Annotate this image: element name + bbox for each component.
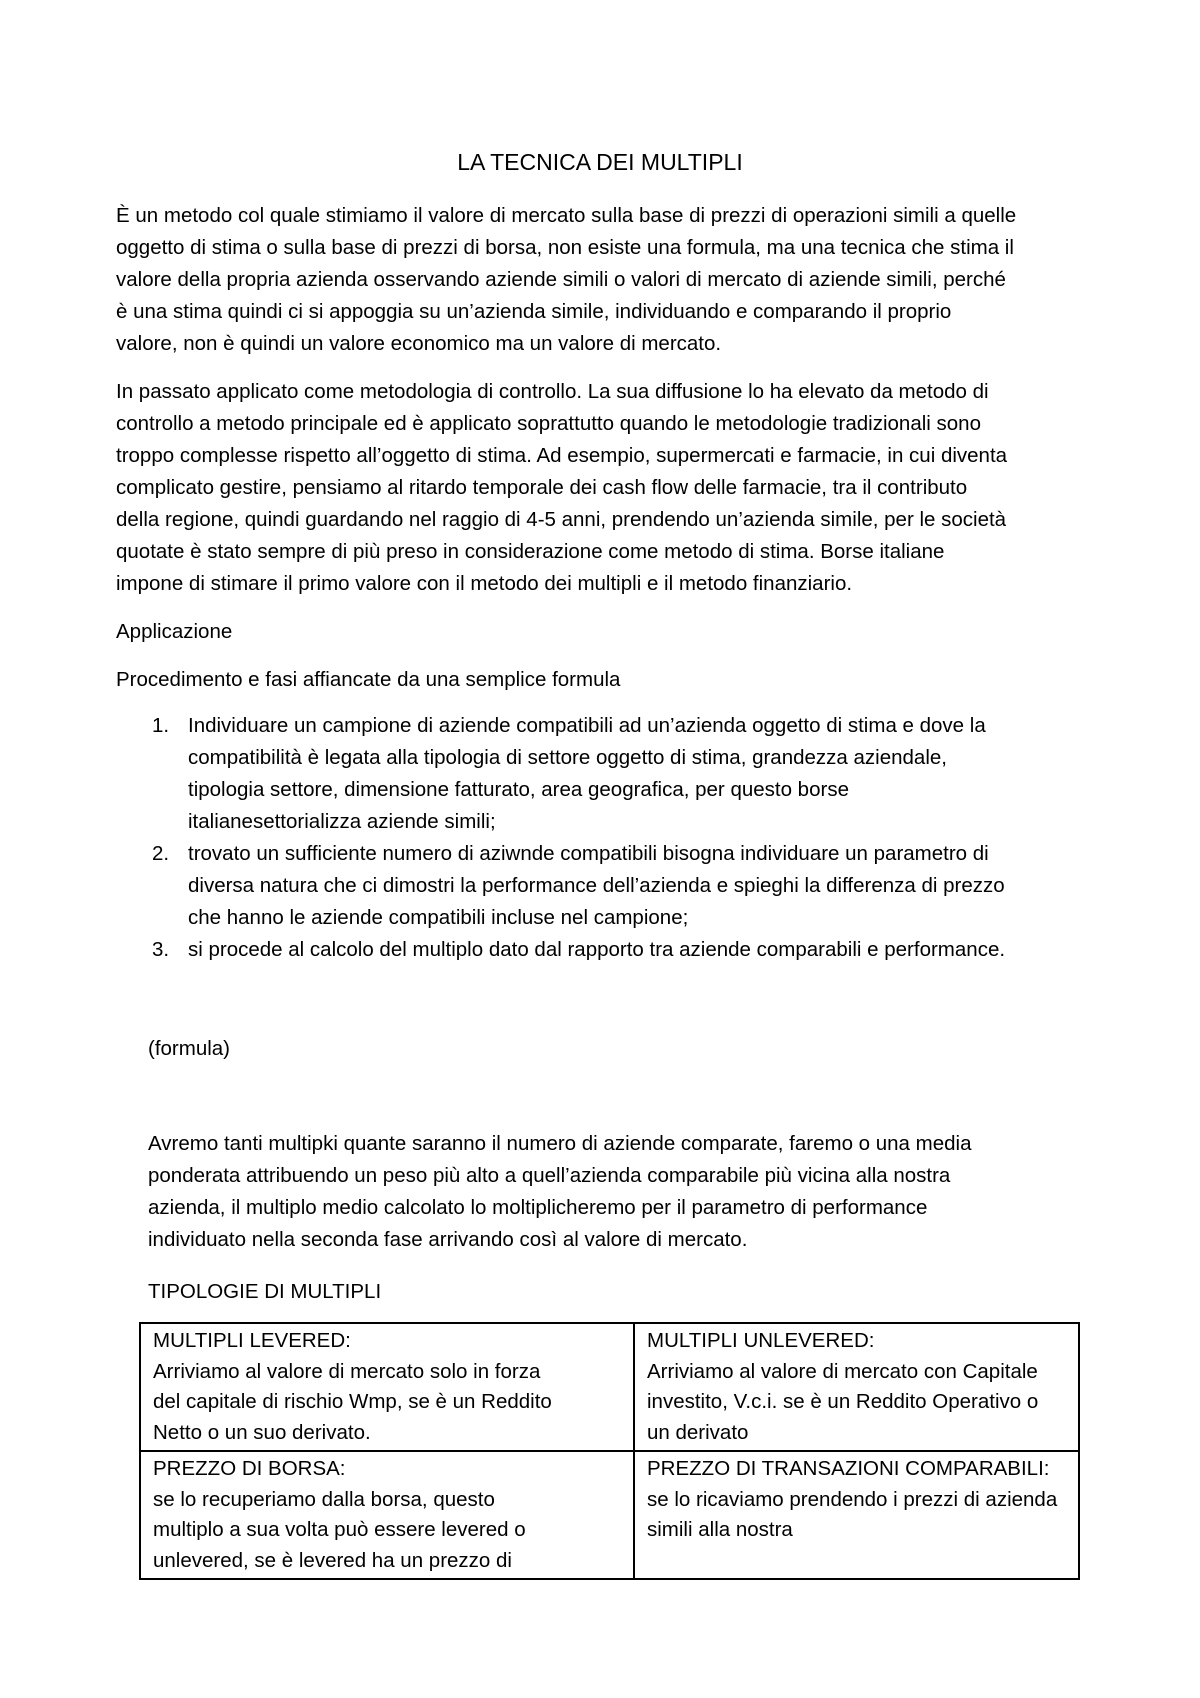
list-item-line: compatibilità è legata alla tipologia di settore oggetto di stima, grandezza aziendale, <box>188 746 947 769</box>
cell-line: se lo recuperiamo dalla borsa, questo <box>153 1487 495 1511</box>
intro-line: valore, non è quindi un valore economico ma un valore di mercato. <box>116 332 722 355</box>
cell-line: Arriviamo al valore di mercato solo in forza <box>153 1359 541 1383</box>
cell-line: Netto o un suo derivato. <box>153 1420 371 1444</box>
list-item <box>116 934 1096 966</box>
history-line: della regione, quindi guardando nel raggio di 4-5 anni, prendendo un’azienda simile, per le società <box>116 508 1007 531</box>
cell-heading: MULTIPLI UNLEVERED: <box>647 1329 875 1352</box>
cell-line: unlevered, se è levered ha un prezzo di <box>153 1548 512 1572</box>
intro-line: È un metodo col quale stimiamo il valore di mercato sulla base di prezzi di operazioni simili a quelle <box>116 204 1017 227</box>
page-title: LA TECNICA DEI MULTIPLI <box>457 149 743 175</box>
tipologie-heading: TIPOLOGIE DI MULTIPLI <box>148 1280 382 1303</box>
table-cell <box>140 1323 634 1451</box>
intro-line: è una stima quindi ci si appoggia su un’azienda simile, individuando e comparando il proprio <box>116 300 952 323</box>
table-cell <box>140 1451 634 1579</box>
history-line: controllo a metodo principale ed è applicato soprattutto quando le metodologie tradizionali sono <box>116 412 981 435</box>
list-item-line: trovato un sufficiente numero di aziwnde compatibili bisogna individuare un parametro di <box>188 842 989 865</box>
formula-placeholder: (formula) <box>148 1037 231 1060</box>
steps-list <box>116 710 1096 966</box>
table-row <box>140 1323 1079 1451</box>
list-item <box>116 710 1096 838</box>
cell-line: simili alla nostra <box>647 1518 793 1541</box>
cell-heading: PREZZO DI BORSA: <box>153 1457 346 1480</box>
cell-line: investito, V.c.i. se è un Reddito Operativo o <box>647 1390 1039 1413</box>
cell-line: se lo ricaviamo prendendo i prezzi di azienda <box>647 1487 1058 1511</box>
cell-heading: PREZZO DI TRANSAZIONI COMPARABILI: <box>647 1457 1050 1480</box>
list-item <box>116 838 1096 934</box>
intro-line: oggetto di stima o sulla base di prezzi di borsa, non esiste una formula, ma una tecnica che stima il <box>116 236 1014 259</box>
avremo-line: individuato nella seconda fase arrivando così al valore di mercato. <box>148 1228 748 1251</box>
list-item-number: 1. <box>152 714 170 737</box>
history-line: troppo complesse rispetto all’oggetto di stima. Ad esempio, supermercati e farmacie, in cui diventa <box>116 444 1008 467</box>
intro-line: valore della propria azienda osservando aziende simili o valori di mercato di aziende simili, perché <box>116 268 1006 291</box>
history-line: quotate è stato sempre di più preso in considerazione come metodo di stima. Borse italiane <box>116 540 945 563</box>
history-line: In passato applicato come metodologia di controllo. La sua diffusione lo ha elevato da metodo di <box>116 380 989 403</box>
list-item-line: che hanno le aziende compatibili incluse nel campione; <box>188 906 689 929</box>
list-item-line: Individuare un campione di aziende compatibili ad un’azienda oggetto di stima e dove la <box>188 714 986 737</box>
avremo-line: azienda, il multiplo medio calcolato lo moltiplicheremo per il parametro di performance <box>148 1196 928 1219</box>
table-cell <box>634 1323 1079 1451</box>
table-row <box>140 1451 1079 1579</box>
list-item-number: 2. <box>152 842 170 865</box>
applicazione-heading: Applicazione <box>116 620 233 643</box>
list-item-line: italianesettorializza aziende simili; <box>188 810 496 833</box>
cell-heading: MULTIPLI LEVERED: <box>153 1329 351 1352</box>
history-line: complicato gestire, pensiamo al ritardo temporale dei cash flow delle farmacie, tra il contributo <box>116 476 968 499</box>
cell-line: un derivato <box>647 1420 749 1444</box>
history-paragraph <box>116 376 1086 600</box>
list-item-line: si procede al calcolo del multiplo dato dal rapporto tra aziende comparabili e performance. <box>188 938 1006 961</box>
cell-line: multiplo a sua volta può essere levered o <box>153 1518 526 1541</box>
table-cell <box>634 1451 1079 1579</box>
cell-line: Arriviamo al valore di mercato con Capitale <box>647 1359 1038 1383</box>
multipli-table <box>139 1322 1080 1580</box>
intro-paragraph <box>116 200 1086 360</box>
procedimento-heading: Procedimento e fasi affiancate da una semplice formula <box>116 668 621 691</box>
list-item-line: tipologia settore, dimensione fatturato, area geografica, per questo borse <box>188 778 849 801</box>
avremo-line: Avremo tanti multipki quante saranno il numero di aziende comparate, faremo o una media <box>148 1132 972 1155</box>
list-item-line: diversa natura che ci dimostri la performance dell’azienda e spieghi la differenza di prezzo <box>188 874 1005 897</box>
cell-line: del capitale di rischio Wmp, se è un Reddito <box>153 1390 552 1413</box>
avremo-line: ponderata attribuendo un peso più alto a quell’azienda comparabile più vicina alla nostra <box>148 1164 951 1187</box>
list-item-number: 3. <box>152 938 170 961</box>
avremo-paragraph <box>148 1128 1088 1256</box>
history-line: impone di stimare il primo valore con il metodo dei multipli e il metodo finanziario. <box>116 572 853 595</box>
